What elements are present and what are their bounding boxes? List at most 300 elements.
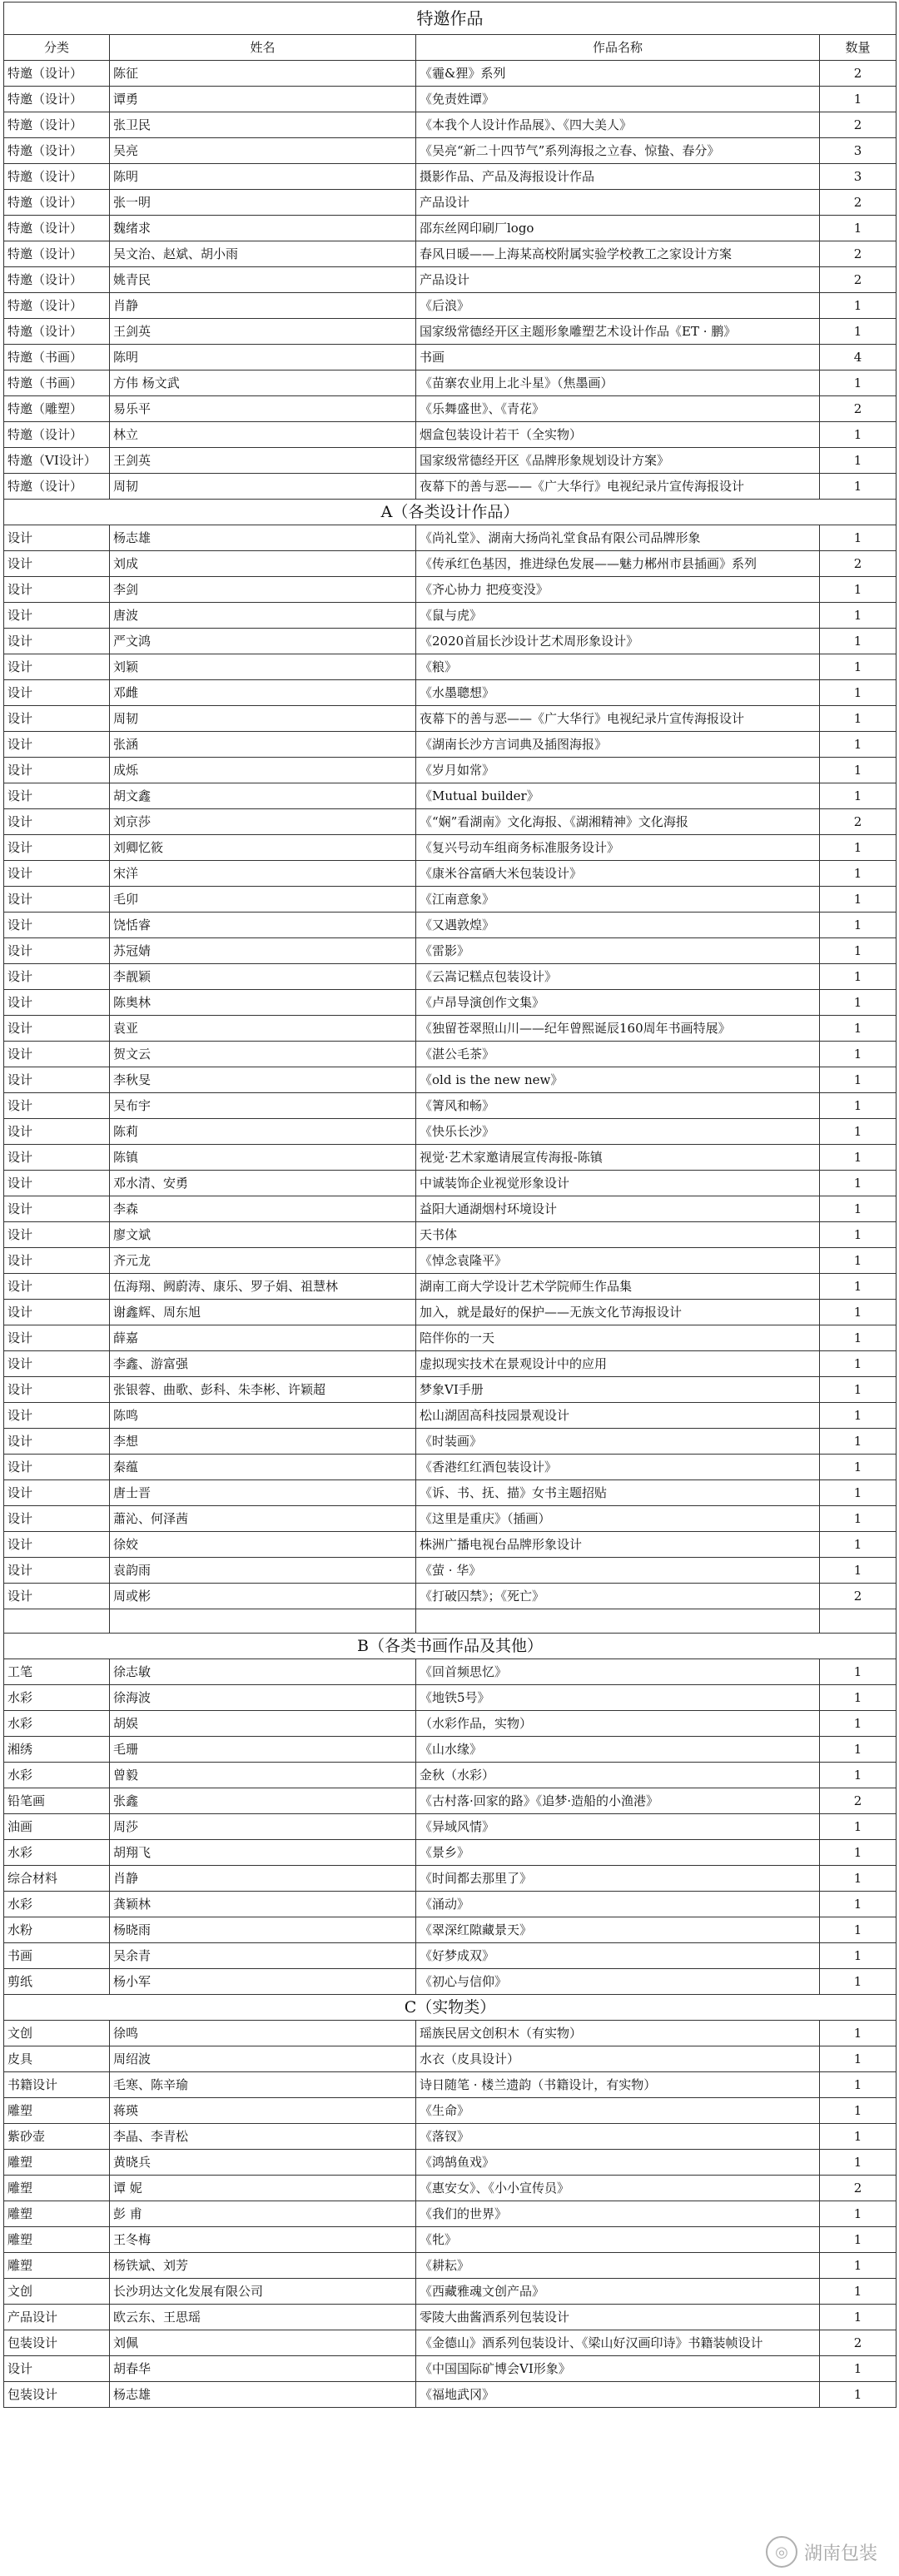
cell-work: 《云嵩记糕点包装设计》: [416, 964, 820, 990]
cell-category: 设计: [4, 758, 110, 783]
cell-name: 毛卯: [110, 887, 416, 913]
cell-work: 《粮》: [416, 654, 820, 680]
section-header-row: [4, 2, 897, 35]
cell-count: 1: [820, 1917, 897, 1943]
cell-name: 邓水清、安勇: [110, 1171, 416, 1196]
cell-count: 1: [820, 2305, 897, 2330]
cell-count: 1: [820, 448, 897, 474]
cell-category: 水彩: [4, 1763, 110, 1788]
cell-count: 1: [820, 1248, 897, 1274]
cell-name: 王冬梅: [110, 2227, 416, 2253]
table-row: [4, 164, 897, 190]
cell-category: 特邀（设计）: [4, 241, 110, 267]
cell-category: 雕塑: [4, 2150, 110, 2176]
cell-work: 《西藏雅魂文创产品》: [416, 2279, 820, 2305]
cell-name: 蕭沁、何泽茜: [110, 1506, 416, 1532]
cell-category: 设计: [4, 964, 110, 990]
cell-category: 设计: [4, 1325, 110, 1351]
column-header-name: 姓名: [110, 35, 416, 61]
cell-work: 中诚装饰企业视觉形象设计: [416, 1171, 820, 1196]
table-row: [4, 1351, 897, 1377]
cell-name: 杨小军: [110, 1969, 416, 1995]
cell-category: 特邀（设计）: [4, 112, 110, 138]
cell-category: 书画: [4, 1943, 110, 1969]
cell-work: 《快乐长沙》: [416, 1119, 820, 1145]
cell-count: 1: [820, 758, 897, 783]
cell-work: 《免责姓谭》: [416, 87, 820, 112]
cell-name: 魏绪求: [110, 216, 416, 241]
table-row: [4, 1866, 897, 1892]
cell-count: 1: [820, 1711, 897, 1737]
cell-category: 水彩: [4, 1711, 110, 1737]
cell-name: 袁亚: [110, 1016, 416, 1042]
cell-category: 设计: [4, 1119, 110, 1145]
cell-name: 胡春华: [110, 2356, 416, 2382]
column-header-count: 数量: [820, 35, 897, 61]
cell-work: 《吴亮“新二十四节气”系列海报之立春、惊蛰、春分》: [416, 138, 820, 164]
table-row: [4, 706, 897, 732]
cell-work: 邵东丝网印刷厂logo: [416, 216, 820, 241]
table-row: [4, 2356, 897, 2382]
cell-name: 徐鸣: [110, 2021, 416, 2046]
table-row: [4, 1248, 897, 1274]
cell-count: 1: [820, 1403, 897, 1429]
table-row: [4, 2227, 897, 2253]
cell-category: 水彩: [4, 1892, 110, 1917]
cell-work: 加入，就是最好的保护——无族文化节海报设计: [416, 1300, 820, 1325]
table-row: [4, 835, 897, 861]
watermark: [766, 2536, 877, 2568]
cell-category: 设计: [4, 1403, 110, 1429]
cell-category: 皮具: [4, 2046, 110, 2072]
watermark-text: 湖南包装: [803, 2543, 877, 2564]
cell-category: 特邀（书画）: [4, 345, 110, 370]
cell-count: 1: [820, 87, 897, 112]
table-row: [4, 1403, 897, 1429]
table-row: [4, 964, 897, 990]
cell-category: 紫砂壶: [4, 2124, 110, 2150]
cell-name: 吴布宇: [110, 1093, 416, 1119]
cell-category: 特邀（设计）: [4, 216, 110, 241]
wechat-logo-icon: ◎: [766, 2536, 797, 2568]
cell-name: 陈镇: [110, 1145, 416, 1171]
table-row: [4, 112, 897, 138]
cell-work: 产品设计: [416, 190, 820, 216]
cell-name: 周绍波: [110, 2046, 416, 2072]
table-row: [4, 1067, 897, 1093]
cell-category: 综合材料: [4, 1866, 110, 1892]
cell-count: 1: [820, 525, 897, 551]
cell-work: 《独留苍翠照山川——纪年曾熙诞辰160周年书画特展》: [416, 1016, 820, 1042]
cell-work: 《“娴”看湖南》文化海报、《湖湘精神》文化海报: [416, 809, 820, 835]
cell-work: 《后浪》: [416, 293, 820, 319]
cell-work: 夜幕下的善与恶——《广大华行》电视纪录片宣传海报设计: [416, 706, 820, 732]
cell-name: 秦蕴: [110, 1455, 416, 1480]
cell-name: 齐元龙: [110, 1248, 416, 1274]
cell-work: 国家级常德经开区《品牌形象规划设计方案》: [416, 448, 820, 474]
cell-work: 《生命》: [416, 2098, 820, 2124]
cell-category: 特邀（雕塑）: [4, 396, 110, 422]
cell-category: 设计: [4, 1093, 110, 1119]
cell-category: 设计: [4, 577, 110, 603]
table-row: [4, 474, 897, 500]
cell-work: 《好梦成双》: [416, 1943, 820, 1969]
cell-work: 《乐舞盛世》、《青花》: [416, 396, 820, 422]
cell-work: 瑶族民居文创积木（有实物）: [416, 2021, 820, 2046]
cell-work: 《悼念袁隆平》: [416, 1248, 820, 1274]
table-row: [4, 577, 897, 603]
cell-name: 张涵: [110, 732, 416, 758]
table-row: [4, 1532, 897, 1558]
cell-work: 国家级常德经开区主题形象雕塑艺术设计作品《ET · 鹏》: [416, 319, 820, 345]
cell-name: 李森: [110, 1196, 416, 1222]
cell-category: 设计: [4, 1196, 110, 1222]
cell-category: 油画: [4, 1814, 110, 1840]
table-row: [4, 2253, 897, 2279]
blank-cell: [416, 1609, 820, 1634]
cell-work: 《异域风情》: [416, 1814, 820, 1840]
table-row: [4, 2279, 897, 2305]
cell-work: 《水墨聰想》: [416, 680, 820, 706]
table-row: [4, 1892, 897, 1917]
cell-name: 成烁: [110, 758, 416, 783]
column-header-row: [4, 35, 897, 61]
table-row: [4, 2201, 897, 2227]
cell-count: 1: [820, 1480, 897, 1506]
table-row: [4, 1377, 897, 1403]
cell-count: 1: [820, 1196, 897, 1222]
cell-category: 产品设计: [4, 2305, 110, 2330]
cell-name: 胡翔飞: [110, 1840, 416, 1866]
cell-count: 1: [820, 1067, 897, 1093]
cell-category: 设计: [4, 1067, 110, 1093]
cell-count: 2: [820, 2176, 897, 2201]
cell-category: 特邀（设计）: [4, 319, 110, 345]
cell-name: 刘成: [110, 551, 416, 577]
table-row: [4, 370, 897, 396]
cell-name: 张银蓉、曲歌、彭科、朱李彬、许颖超: [110, 1377, 416, 1403]
cell-category: 雕塑: [4, 2201, 110, 2227]
cell-category: 书籍设计: [4, 2072, 110, 2098]
table-row: [4, 2382, 897, 2408]
cell-work: 夜幕下的善与恶——《广大华行》电视纪录片宣传海报设计: [416, 474, 820, 500]
cell-name: 杨铁斌、刘芳: [110, 2253, 416, 2279]
cell-work: 《中国国际矿博会VI形象》: [416, 2356, 820, 2382]
cell-name: 唐士晋: [110, 1480, 416, 1506]
cell-name: 徐海波: [110, 1685, 416, 1711]
cell-category: 设计: [4, 1171, 110, 1196]
cell-name: 蒋瑛: [110, 2098, 416, 2124]
cell-name: 袁韵雨: [110, 1558, 416, 1584]
cell-work: 松山湖固高科技园景观设计: [416, 1403, 820, 1429]
table-row: [4, 1325, 897, 1351]
cell-category: 水粉: [4, 1917, 110, 1943]
cell-count: 1: [820, 1145, 897, 1171]
cell-name: 谭勇: [110, 87, 416, 112]
cell-count: 1: [820, 422, 897, 448]
cell-work: 《景乡》: [416, 1840, 820, 1866]
cell-count: 1: [820, 1532, 897, 1558]
cell-work: 《山水缘》: [416, 1737, 820, 1763]
cell-work: 《鼠与虎》: [416, 603, 820, 629]
table-row: [4, 938, 897, 964]
cell-work: 《鸿鹄鱼戏》: [416, 2150, 820, 2176]
cell-count: 2: [820, 61, 897, 87]
cell-category: 雕塑: [4, 2098, 110, 2124]
cell-work: 烟盒包装设计若干（全实物）: [416, 422, 820, 448]
cell-work: 零陵大曲酱酒系列包装设计: [416, 2305, 820, 2330]
table-row: [4, 396, 897, 422]
cell-name: 吴亮: [110, 138, 416, 164]
cell-category: 设计: [4, 1016, 110, 1042]
cell-count: 1: [820, 2356, 897, 2382]
table-row: [4, 2098, 897, 2124]
cell-work: 《岁月如常》: [416, 758, 820, 783]
cell-name: 严文鸿: [110, 629, 416, 654]
table-row: [4, 1506, 897, 1532]
cell-name: 陈明: [110, 164, 416, 190]
table-row: [4, 2176, 897, 2201]
table-row: [4, 1274, 897, 1300]
cell-count: 1: [820, 2201, 897, 2227]
cell-name: 李靓颖: [110, 964, 416, 990]
cell-name: 李鑫、游富强: [110, 1351, 416, 1377]
table-row: [4, 1659, 897, 1685]
cell-count: 1: [820, 1659, 897, 1685]
cell-name: 刘京莎: [110, 809, 416, 835]
cell-count: 1: [820, 216, 897, 241]
cell-count: 1: [820, 2046, 897, 2072]
cell-name: 陈征: [110, 61, 416, 87]
cell-category: 设计: [4, 1274, 110, 1300]
cell-count: 2: [820, 809, 897, 835]
cell-count: 1: [820, 654, 897, 680]
cell-name: 黄晓兵: [110, 2150, 416, 2176]
cell-work: 水衣（皮具设计）: [416, 2046, 820, 2072]
table-row: [4, 913, 897, 938]
cell-category: 设计: [4, 1558, 110, 1584]
table-row: [4, 216, 897, 241]
cell-work: 《耕耘》: [416, 2253, 820, 2279]
cell-name: 徐志敏: [110, 1659, 416, 1685]
cell-count: 1: [820, 2279, 897, 2305]
cell-work: 《我们的世界》: [416, 2201, 820, 2227]
cell-category: 水彩: [4, 1840, 110, 1866]
cell-category: 设计: [4, 680, 110, 706]
cell-category: 设计: [4, 1429, 110, 1455]
cell-count: 2: [820, 190, 897, 216]
cell-name: 张鑫: [110, 1788, 416, 1814]
cell-name: 吴余青: [110, 1943, 416, 1969]
cell-work: 诗日随笔 · 楼兰遗韵（书籍设计，有实物）: [416, 2072, 820, 2098]
cell-name: 肖静: [110, 293, 416, 319]
table-row: [4, 680, 897, 706]
table-row: [4, 1119, 897, 1145]
cell-count: 1: [820, 2150, 897, 2176]
cell-category: 设计: [4, 783, 110, 809]
cell-work: 《初心与信仰》: [416, 1969, 820, 1995]
blank-row: [4, 1609, 897, 1634]
cell-category: 设计: [4, 861, 110, 887]
cell-category: 设计: [4, 551, 110, 577]
cell-name: 唐波: [110, 603, 416, 629]
table-row: [4, 1737, 897, 1763]
section-title: C（实物类）: [4, 1995, 897, 2021]
table-row: [4, 2150, 897, 2176]
cell-work: 《地铁5号》: [416, 1685, 820, 1711]
table-row: [4, 61, 897, 87]
blank-cell: [110, 1609, 416, 1634]
cell-category: 设计: [4, 938, 110, 964]
table-row: [4, 1788, 897, 1814]
cell-name: 方伟 杨文武: [110, 370, 416, 396]
cell-work: 《打破囚禁》；《死亡》: [416, 1584, 820, 1609]
cell-work: 《惠安女》、《小小宣传员》: [416, 2176, 820, 2201]
cell-count: 1: [820, 732, 897, 758]
cell-count: 1: [820, 1300, 897, 1325]
cell-name: 李秋旻: [110, 1067, 416, 1093]
cell-work: 《齐心协力 把疫变没》: [416, 577, 820, 603]
cell-category: 文创: [4, 2021, 110, 2046]
cell-name: 张一明: [110, 190, 416, 216]
cell-work: 《江南意象》: [416, 887, 820, 913]
cell-category: 特邀（设计）: [4, 61, 110, 87]
cell-work: 产品设计: [416, 267, 820, 293]
cell-count: 1: [820, 680, 897, 706]
section-header-row: [4, 1995, 897, 2021]
table-row: [4, 809, 897, 835]
cell-count: 1: [820, 1892, 897, 1917]
cell-category: 设计: [4, 1222, 110, 1248]
table-row: [4, 887, 897, 913]
cell-work: 《这里是重庆》（插画）: [416, 1506, 820, 1532]
cell-count: 1: [820, 1042, 897, 1067]
cell-count: 1: [820, 1351, 897, 1377]
cell-count: 1: [820, 370, 897, 396]
cell-work: 书画: [416, 345, 820, 370]
cell-category: 特邀（设计）: [4, 138, 110, 164]
table-row: [4, 1917, 897, 1943]
cell-category: 雕塑: [4, 2176, 110, 2201]
cell-category: 水彩: [4, 1685, 110, 1711]
cell-name: 陈鸣: [110, 1403, 416, 1429]
table-row: [4, 1145, 897, 1171]
cell-category: 特邀（设计）: [4, 164, 110, 190]
table-row: [4, 1042, 897, 1067]
cell-category: 设计: [4, 835, 110, 861]
cell-count: 1: [820, 1814, 897, 1840]
cell-count: 1: [820, 783, 897, 809]
cell-name: 易乐平: [110, 396, 416, 422]
table-row: [4, 990, 897, 1016]
table-row: [4, 1763, 897, 1788]
cell-work: 《箐风和畅》: [416, 1093, 820, 1119]
cell-name: 王剑英: [110, 319, 416, 345]
table-row: [4, 1840, 897, 1866]
cell-category: 雕塑: [4, 2227, 110, 2253]
cell-category: 设计: [4, 525, 110, 551]
cell-work: 视觉·艺术家邀请展宣传海报-陈镇: [416, 1145, 820, 1171]
cell-count: 1: [820, 2021, 897, 2046]
cell-category: 特邀（设计）: [4, 267, 110, 293]
cell-work: 《Mutual builder》: [416, 783, 820, 809]
table-row: [4, 629, 897, 654]
cell-name: 周韧: [110, 706, 416, 732]
cell-name: 杨志雄: [110, 2382, 416, 2408]
table-row: [4, 345, 897, 370]
table-body: [4, 2, 897, 2408]
cell-category: 特邀（设计）: [4, 422, 110, 448]
cell-work: 金秋（水彩）: [416, 1763, 820, 1788]
cell-count: 1: [820, 1171, 897, 1196]
table-row: [4, 603, 897, 629]
cell-count: 1: [820, 2382, 897, 2408]
cell-count: 1: [820, 293, 897, 319]
table-row: [4, 2124, 897, 2150]
cell-count: 1: [820, 2253, 897, 2279]
table-row: [4, 1814, 897, 1840]
cell-count: 1: [820, 2098, 897, 2124]
cell-category: 设计: [4, 603, 110, 629]
cell-work: 《传承红色基因，推进绿色发展——魅力郴州市县插画》系列: [416, 551, 820, 577]
cell-name: 李晶、李青松: [110, 2124, 416, 2150]
cell-work: 《诉、书、抚、描》女书主题招贴: [416, 1480, 820, 1506]
table-row: [4, 732, 897, 758]
cell-count: 3: [820, 164, 897, 190]
cell-category: 设计: [4, 1584, 110, 1609]
cell-work: 《卢昂导演创作文集》: [416, 990, 820, 1016]
cell-count: 1: [820, 1429, 897, 1455]
cell-count: 1: [820, 706, 897, 732]
cell-name: 陈明: [110, 345, 416, 370]
table-row: [4, 1969, 897, 1995]
table-row: [4, 1196, 897, 1222]
cell-work: 《回首频思忆》: [416, 1659, 820, 1685]
cell-category: 特邀（设计）: [4, 190, 110, 216]
cell-name: 长沙玥达文化发展有限公司: [110, 2279, 416, 2305]
cell-work: 湖南工商大学设计艺术学院师生作品集: [416, 1274, 820, 1300]
cell-category: 设计: [4, 1377, 110, 1403]
cell-work: （水彩作品，实物）: [416, 1711, 820, 1737]
cell-category: 特邀（设计）: [4, 474, 110, 500]
cell-count: 1: [820, 1685, 897, 1711]
cell-count: 1: [820, 1377, 897, 1403]
cell-name: 李想: [110, 1429, 416, 1455]
cell-work: 梦象VI手册: [416, 1377, 820, 1403]
cell-name: 廖文斌: [110, 1222, 416, 1248]
table-row: [4, 2021, 897, 2046]
table-row: [4, 1480, 897, 1506]
cell-work: 《古村落·回家的路》《追梦·造船的小渔港》: [416, 1788, 820, 1814]
cell-work: 《金德山》酒系列包装设计、《梁山好汉画印诗》书籍装帧设计: [416, 2330, 820, 2356]
cell-name: 刘佩: [110, 2330, 416, 2356]
blank-cell: [820, 1609, 897, 1634]
cell-count: 2: [820, 396, 897, 422]
cell-count: 2: [820, 1788, 897, 1814]
cell-work: 《时间都去那里了》: [416, 1866, 820, 1892]
cell-name: 毛寒、陈辛瑜: [110, 2072, 416, 2098]
cell-name: 陈莉: [110, 1119, 416, 1145]
cell-name: 欧云东、王思瑶: [110, 2305, 416, 2330]
cell-count: 1: [820, 1737, 897, 1763]
cell-count: 1: [820, 913, 897, 938]
section-header-row: [4, 500, 897, 525]
table-row: [4, 1300, 897, 1325]
cell-count: 1: [820, 319, 897, 345]
cell-work: 益阳大通湖烟村环境设计: [416, 1196, 820, 1222]
table-row: [4, 448, 897, 474]
cell-count: 1: [820, 603, 897, 629]
